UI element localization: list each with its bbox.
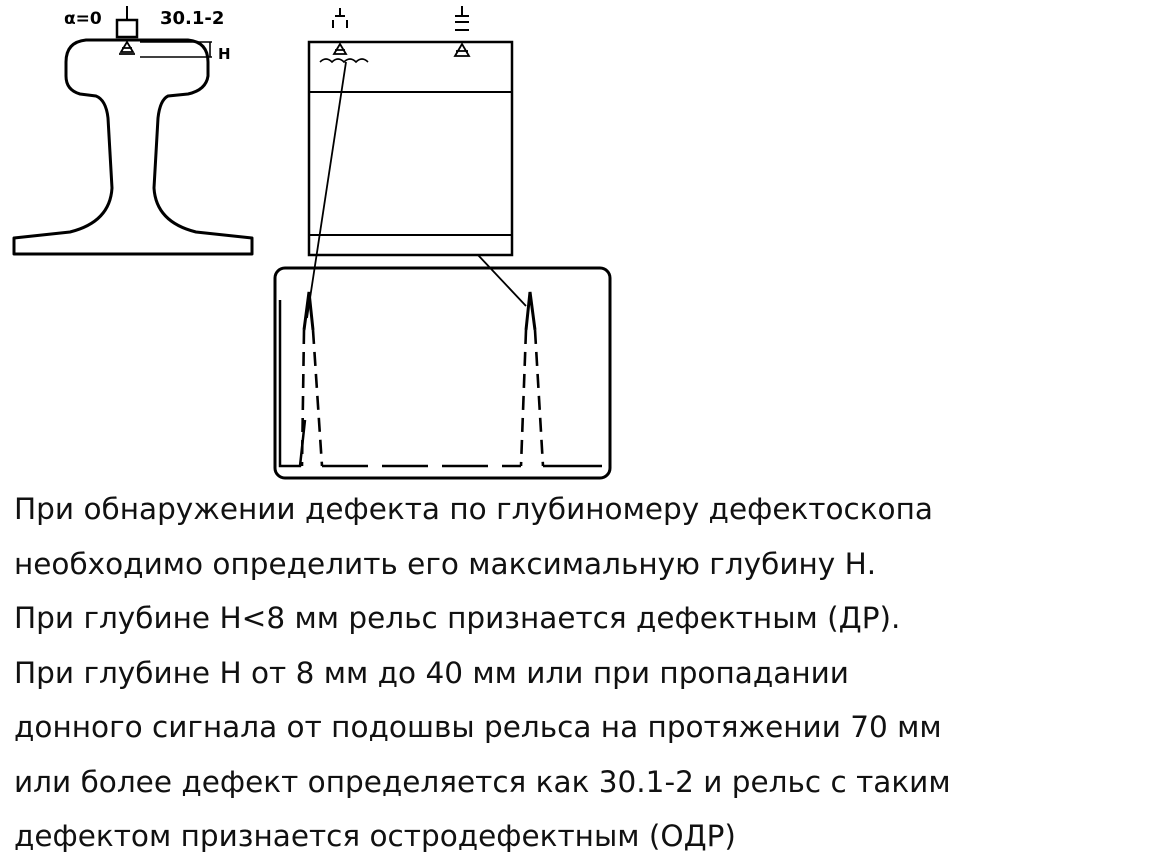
depth-label: H <box>218 45 231 63</box>
defect-code-label: 30.1-2 <box>160 8 225 29</box>
rail-cross-section <box>14 40 252 254</box>
bottom-echo-solid <box>526 292 535 330</box>
probe-body <box>117 20 137 37</box>
description-text <box>14 482 1144 864</box>
probe-position-2 <box>455 6 469 56</box>
connector-line-bottom <box>478 255 526 306</box>
description-line-1: При обнаружении дефекта по глубиномеру дефектоскопа <box>14 492 933 526</box>
defect-ripple-1 <box>320 59 368 62</box>
side-view-outline <box>309 42 512 255</box>
description-line-6: или более дефект определяется как 30.1-2 и рельс с таким <box>14 764 951 799</box>
screen-frame <box>275 268 610 478</box>
description-line-3: При глубине Н<8 мм рельс признается дефектным (ДР). <box>14 601 901 635</box>
probe-marker-2 <box>455 44 469 56</box>
defect-echo-dashed <box>302 330 322 466</box>
description-line-5: донного сигнала от подошвы рельса на протяжении 70 мм <box>14 710 942 744</box>
rail-side-view <box>309 42 512 255</box>
description-line-4: При глубине Н от 8 мм до 40 мм или при пропадании <box>14 655 849 690</box>
defect-marker <box>119 42 135 54</box>
rail-profile-outline <box>14 40 252 254</box>
description-line-7: дефектом признается остродефектным (ОДР) <box>14 819 736 853</box>
connector-line-defect <box>307 62 346 318</box>
probe-position-1 <box>320 8 368 62</box>
description-line-2: необходимо определить его максимальную глубину Н. <box>14 546 877 581</box>
defect-marker-1 <box>334 44 346 54</box>
flaw-detector-screen <box>275 268 610 478</box>
probe-symbol-2 <box>455 6 469 30</box>
angle-label: α=0 <box>64 9 102 29</box>
probe-symbol-1 <box>333 8 347 28</box>
probe-on-rail <box>117 6 137 54</box>
bottom-echo-dashed <box>521 330 543 466</box>
